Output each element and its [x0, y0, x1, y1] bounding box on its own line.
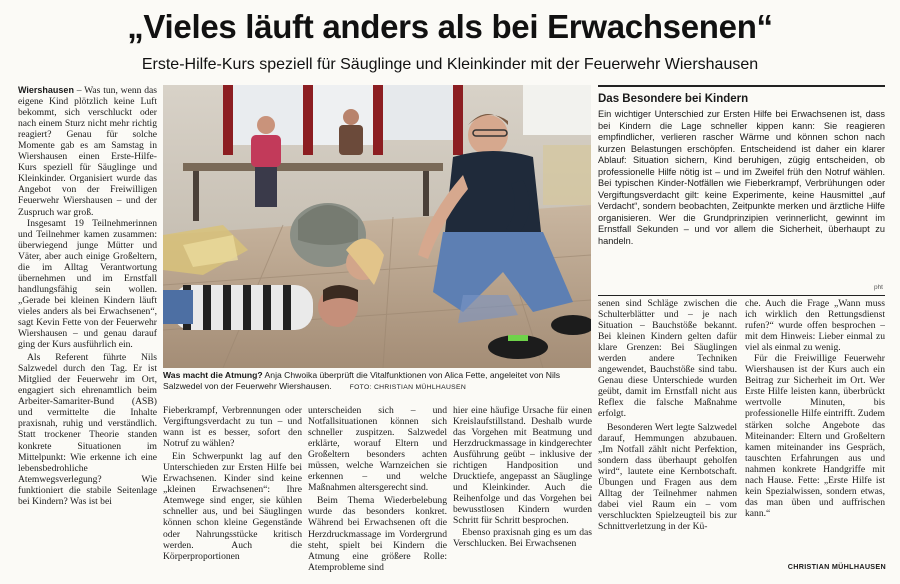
author-byline: CHRISTIAN MÜHLHAUSEN — [787, 562, 886, 571]
dateline: Wiershausen — [18, 85, 74, 95]
paragraph: Besonderen Wert legte Salzwedel darauf, Hemmungen abzubauen. „Im Notfall zählt nicht Perfektion, sondern dass überhaupt geholfen wird“, lautete eine Kernbotschaft. Übungen und Fragen aus dem Alltag der Teilnehmer nahmen dabei viel Raum ein – vom verschluckten Spielzeugteil bis zur Schnittverletzung in der Kü- — [598, 421, 737, 532]
info-box-title: Das Besondere bei Kindern — [598, 93, 749, 105]
paragraph: Als Referent führte Nils Salzwedel durch den Tag. Er ist Mitglied der Feuerwehr im Ort, engagiert sich ehrenamtlich beim Arbeiter-Samariter-Bund (ASB) und vermittelte die Inhalte praxisnah, ruhig und verständlich. Statt trockener Theorie standen konkrete Situationen im Mittelpunkt: Wie erkenne ich eine lebensbedrohliche Atemwegsverlegung? Wie funktioniert die stabile Seitenlage bei Kindern? Was ist bei — [18, 352, 157, 507]
paragraph: Insgesamt 19 Teilnehmerinnen und Teilnehmer kamen zusammen: überwiegend junge Mütter und Väter, aber auch einige Großeltern, die im Alltag Verantwortung übernehmen und im Ernstfall handlungsfähig sein wollen. „Gerade bei kleinen Kindern läuft vieles anders als bei Erwachsenen“, sagt Kevin Fette von der Feuerwehr Wiershausen – und genau darauf ging der Kurs ausführlich ein. — [18, 217, 157, 351]
paragraph: Ein Schwerpunkt lag auf den Unterschieden zur Ersten Hilfe bei Erwachsenen. Kinder sind keine „kleinen Erwachsenen“: Ihre Atemwege sind enger, sie kühlen schneller aus, und bei Säuglingen können schon kleine Gegenstände oder Nahrungsstücke kritisch werden. Auch die Körperproportionen — [163, 451, 302, 562]
paragraph: Für die Freiwillige Feuerwehr Wiershausen ist der Kurs auch ein Beitrag zur Sicherheit im Ort. Wer Erste Hilfe leisten kann, überbrückt wertvolle Minuten, bis professionelle Hilfe eintrifft. Zudem stärken solche Angebote das Miteinander: Eltern und Großeltern kamen miteinander ins Gespräch, tauschten Erfahrungen aus und nahmen konkrete Handgriffe mit nach Hause. Fette: „Erste Hilfe ist kein Spezialwissen, sondern etwas, das man üben und auffrischen kann.“ — [745, 353, 885, 519]
paragraph: Beim Thema Wiederbelebung wurde das besonders konkret. Während bei Erwachsenen oft die Herzdruckmassage im Vordergrund steht, spielt bei Kindern die Atmung eine größere Rolle: Atemprobleme sind — [308, 495, 447, 573]
paragraph: Ebenso praxisnah ging es um das Verschlucken. Bei Erwachsenen — [453, 526, 592, 549]
article-column-3 — [308, 405, 447, 573]
article-column-2 — [163, 405, 302, 573]
info-box-tag: pht — [873, 284, 883, 291]
article-column-1 — [18, 85, 157, 573]
photo-credit: FOTO: CHRISTIAN MÜHLHAUSEN — [349, 384, 467, 391]
paragraph: che. Auch die Frage „Wann muss ich wirklich den Rettungsdienst rufen?“ wurde offen besprochen – mit dem Hinweis: Lieber einmal zu viel als einmal zu wenig. — [745, 298, 885, 354]
subheadline: Erste-Hilfe-Kurs speziell für Säuglinge und Kleinkinder mit der Feuerwehr Wiershausen — [141, 56, 759, 73]
article-column-4 — [453, 405, 592, 573]
info-box — [598, 85, 885, 296]
paragraph: hier eine häufige Ursache für einen Kreislaufstillstand. Deshalb wurde das Vorgehen mit Beatmung und Herzdruckmassage in kindgerechter Ausführung geübt – inklusive der richtigen Handposition und Drucktiefe, angepasst an Säuglinge und Kleinkinder. Auch die Reihenfolge und das Vorgehen bei bewusstlosen Kindern wurden Schritt für Schritt besprochen. — [453, 405, 592, 527]
article-photo — [163, 85, 591, 368]
caption-text: Anja Chwoika überprüft die Vitalfunktionen von Alica Fette, angeleitet von Nils Salzwedel von der Feuerwehr Wiershausen. — [163, 370, 561, 391]
headline: „Vieles läuft anders als bei Erwachsenen“ — [127, 8, 773, 45]
paragraph: unterscheiden sich – und Notfallsituationen können sich schneller zuspitzen. Salzwedel erklärte, worauf Eltern und Großeltern besonders achten müssen, welche Warnzeichen sie erkennen – und welche Maßnahmen altersgerecht sind. — [308, 405, 447, 494]
photo-caption — [163, 370, 591, 393]
caption-lead: Was macht die Atmung? — [163, 370, 263, 380]
paragraph: Fieberkrampf, Verbrennungen oder Vergiftungsverdacht zu tun – und wann ist es besser, sofort den Notruf zu wählen? — [163, 405, 302, 450]
paragraph: senen sind Schläge zwischen die Schulterblätter und – je nach Situation – Bauchstöße bekannt. Bei kleinen Kindern gelten dafür klare Grenzen: Bei Säuglingen werden andere Techniken angewendet, Bauchstöße sind tabu. Genau diese Unterschiede wurden geübt, damit im Ernstfall nicht aus Reflex die falsche Maßnahme erfolgt. — [598, 298, 737, 420]
article-column-6 — [745, 298, 885, 560]
info-box-text: Ein wichtiger Unterschied zur Ersten Hilfe bei Erwachsenen ist, dass bei Kindern die Lage schneller kippen kann: Sie reagieren empfindlicher, verlieren rascher Wärme und können schon nach kurzen Belastungen erschöpfen. Entscheidend ist daher ein klarer Ablauf: Situation sichern, Kind beruhigen, zügig entscheiden, ob professionelle Hilfe nötig ist – und im Zweifel früh den Notruf wählen. Bei typischen Kinder-Notfällen wie Fieberkrampf, Verbrühungen oder Vergiftungsverdacht gilt: keine Experimente, keine Hausmittel „auf Verdacht“, sondern beobachten, Zeitpunkte merken und ärztliche Hilfe organisieren. Wer die Grundprinzipien verinnerlicht, gewinnt im Ernstfall Sekunden – und vor allem die Sicherheit, überhaupt zu handeln. — [598, 109, 885, 246]
paragraph: – Was tun, wenn das eigene Kind plötzlich keine Luft bekommt, sich verschluckt oder nach einem Sturz nicht mehr richtig reagiert? Genau für solche Momente gab es am Samstag in Wiershausen einen Erste-Hilfe-Kurs speziell für Säuglinge und Kleinkinder. Organisiert wurde das Angebot von der Freiwilligen Feuerwehr Wiershausen – und der Zuspruch war groß. — [18, 85, 157, 218]
article-column-5 — [598, 298, 737, 573]
